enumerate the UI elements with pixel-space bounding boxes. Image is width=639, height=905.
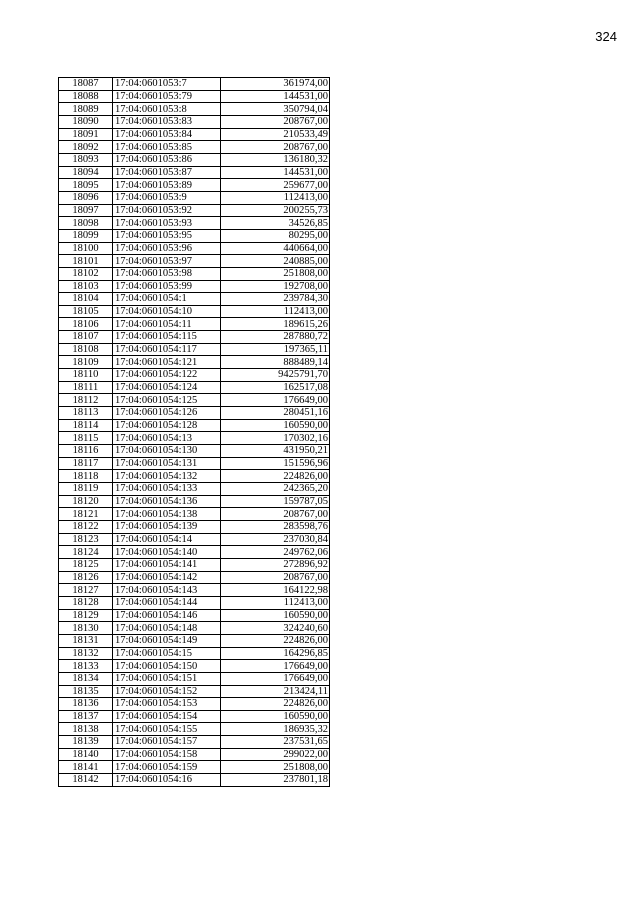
cadastral-value-cell: 176649,00 bbox=[221, 672, 330, 685]
cadastral-number-cell: 17:04:0601053:8 bbox=[113, 103, 221, 116]
cadastral-value-cell: 34526,85 bbox=[221, 217, 330, 230]
cadastral-number-cell: 17:04:0601053:87 bbox=[113, 166, 221, 179]
table-row bbox=[59, 508, 330, 521]
cadastral-value-cell: 186935,32 bbox=[221, 723, 330, 736]
row-number-cell: 18094 bbox=[59, 166, 113, 179]
row-number-cell: 18100 bbox=[59, 242, 113, 255]
table-row bbox=[59, 698, 330, 711]
cadastral-number-cell: 17:04:0601054:10 bbox=[113, 305, 221, 318]
cadastral-number-cell: 17:04:0601053:96 bbox=[113, 242, 221, 255]
cadastral-value-cell: 239784,30 bbox=[221, 293, 330, 306]
row-number-cell: 18116 bbox=[59, 445, 113, 458]
cadastral-value-cell: 151596,96 bbox=[221, 457, 330, 470]
table-body bbox=[59, 78, 330, 787]
cadastral-number-cell: 17:04:0601054:13 bbox=[113, 432, 221, 445]
cadastral-value-cell: 170302,16 bbox=[221, 432, 330, 445]
cadastral-number-cell: 17:04:0601054:133 bbox=[113, 483, 221, 496]
row-number-cell: 18093 bbox=[59, 153, 113, 166]
table-row bbox=[59, 546, 330, 559]
cadastral-value-cell: 144531,00 bbox=[221, 90, 330, 103]
cadastral-number-cell: 17:04:0601053:85 bbox=[113, 141, 221, 154]
row-number-cell: 18109 bbox=[59, 356, 113, 369]
table-row bbox=[59, 710, 330, 723]
cadastral-number-cell: 17:04:0601054:143 bbox=[113, 584, 221, 597]
table-row bbox=[59, 369, 330, 382]
table-row bbox=[59, 90, 330, 103]
table-row bbox=[59, 217, 330, 230]
row-number-cell: 18127 bbox=[59, 584, 113, 597]
cadastral-value-cell: 112413,00 bbox=[221, 305, 330, 318]
cadastral-number-cell: 17:04:0601053:95 bbox=[113, 229, 221, 242]
row-number-cell: 18097 bbox=[59, 204, 113, 217]
cadastral-value-cell: 272896,92 bbox=[221, 558, 330, 571]
row-number-cell: 18133 bbox=[59, 660, 113, 673]
row-number-cell: 18115 bbox=[59, 432, 113, 445]
row-number-cell: 18131 bbox=[59, 634, 113, 647]
row-number-cell: 18142 bbox=[59, 774, 113, 787]
table-row bbox=[59, 267, 330, 280]
table-row bbox=[59, 470, 330, 483]
table-row bbox=[59, 483, 330, 496]
cadastral-value-cell: 162517,08 bbox=[221, 381, 330, 394]
table-row bbox=[59, 204, 330, 217]
row-number-cell: 18139 bbox=[59, 736, 113, 749]
row-number-cell: 18103 bbox=[59, 280, 113, 293]
cadastral-number-cell: 17:04:0601054:159 bbox=[113, 761, 221, 774]
table-row bbox=[59, 166, 330, 179]
row-number-cell: 18089 bbox=[59, 103, 113, 116]
table-row bbox=[59, 78, 330, 91]
table-row bbox=[59, 115, 330, 128]
row-number-cell: 18117 bbox=[59, 457, 113, 470]
row-number-cell: 18088 bbox=[59, 90, 113, 103]
cadastral-number-cell: 17:04:0601054:130 bbox=[113, 445, 221, 458]
cadastral-value-cell: 208767,00 bbox=[221, 571, 330, 584]
cadastral-number-cell: 17:04:0601054:157 bbox=[113, 736, 221, 749]
table-row bbox=[59, 293, 330, 306]
row-number-cell: 18095 bbox=[59, 179, 113, 192]
table-row bbox=[59, 748, 330, 761]
row-number-cell: 18137 bbox=[59, 710, 113, 723]
cadastral-value-cell: 213424,11 bbox=[221, 685, 330, 698]
cadastral-number-cell: 17:04:0601053:92 bbox=[113, 204, 221, 217]
table-row bbox=[59, 558, 330, 571]
row-number-cell: 18130 bbox=[59, 622, 113, 635]
cadastral-value-cell: 249762,06 bbox=[221, 546, 330, 559]
row-number-cell: 18101 bbox=[59, 255, 113, 268]
table-row bbox=[59, 761, 330, 774]
cadastral-value-cell: 9425791,70 bbox=[221, 369, 330, 382]
table-row bbox=[59, 394, 330, 407]
cadastral-number-cell: 17:04:0601054:142 bbox=[113, 571, 221, 584]
table-row bbox=[59, 774, 330, 787]
cadastral-number-cell: 17:04:0601054:149 bbox=[113, 634, 221, 647]
cadastral-value-cell: 259677,00 bbox=[221, 179, 330, 192]
cadastral-number-cell: 17:04:0601054:136 bbox=[113, 495, 221, 508]
row-number-cell: 18113 bbox=[59, 407, 113, 420]
row-number-cell: 18126 bbox=[59, 571, 113, 584]
cadastral-number-cell: 17:04:0601054:151 bbox=[113, 672, 221, 685]
row-number-cell: 18140 bbox=[59, 748, 113, 761]
cadastral-number-cell: 17:04:0601054:139 bbox=[113, 520, 221, 533]
row-number-cell: 18098 bbox=[59, 217, 113, 230]
cadastral-number-cell: 17:04:0601053:84 bbox=[113, 128, 221, 141]
cadastral-number-cell: 17:04:0601053:99 bbox=[113, 280, 221, 293]
cadastral-value-table bbox=[58, 77, 330, 787]
cadastral-value-cell: 299022,00 bbox=[221, 748, 330, 761]
cadastral-value-cell: 112413,00 bbox=[221, 596, 330, 609]
table-row bbox=[59, 609, 330, 622]
cadastral-value-cell: 197365,11 bbox=[221, 343, 330, 356]
cadastral-number-cell: 17:04:0601053:93 bbox=[113, 217, 221, 230]
cadastral-number-cell: 17:04:0601054:153 bbox=[113, 698, 221, 711]
cadastral-value-cell: 251808,00 bbox=[221, 267, 330, 280]
table-row bbox=[59, 343, 330, 356]
cadastral-value-cell: 240885,00 bbox=[221, 255, 330, 268]
cadastral-number-cell: 17:04:0601054:117 bbox=[113, 343, 221, 356]
cadastral-value-cell: 361974,00 bbox=[221, 78, 330, 91]
cadastral-number-cell: 17:04:0601053:79 bbox=[113, 90, 221, 103]
cadastral-number-cell: 17:04:0601054:140 bbox=[113, 546, 221, 559]
cadastral-number-cell: 17:04:0601053:7 bbox=[113, 78, 221, 91]
cadastral-value-cell: 208767,00 bbox=[221, 115, 330, 128]
cadastral-number-cell: 17:04:0601053:89 bbox=[113, 179, 221, 192]
cadastral-value-cell: 80295,00 bbox=[221, 229, 330, 242]
cadastral-number-cell: 17:04:0601054:155 bbox=[113, 723, 221, 736]
cadastral-value-cell: 176649,00 bbox=[221, 660, 330, 673]
row-number-cell: 18138 bbox=[59, 723, 113, 736]
cadastral-number-cell: 17:04:0601053:97 bbox=[113, 255, 221, 268]
table-row bbox=[59, 128, 330, 141]
cadastral-value-cell: 164122,98 bbox=[221, 584, 330, 597]
table-row bbox=[59, 407, 330, 420]
table-row bbox=[59, 242, 330, 255]
row-number-cell: 18128 bbox=[59, 596, 113, 609]
row-number-cell: 18134 bbox=[59, 672, 113, 685]
cadastral-value-cell: 176649,00 bbox=[221, 394, 330, 407]
row-number-cell: 18123 bbox=[59, 533, 113, 546]
cadastral-number-cell: 17:04:0601054:128 bbox=[113, 419, 221, 432]
cadastral-value-cell: 136180,32 bbox=[221, 153, 330, 166]
cadastral-number-cell: 17:04:0601054:131 bbox=[113, 457, 221, 470]
row-number-cell: 18092 bbox=[59, 141, 113, 154]
table-row bbox=[59, 495, 330, 508]
cadastral-value-cell: 224826,00 bbox=[221, 470, 330, 483]
table-row bbox=[59, 571, 330, 584]
cadastral-value-cell: 208767,00 bbox=[221, 508, 330, 521]
cadastral-number-cell: 17:04:0601053:86 bbox=[113, 153, 221, 166]
cadastral-number-cell: 17:04:0601054:138 bbox=[113, 508, 221, 521]
cadastral-number-cell: 17:04:0601054:146 bbox=[113, 609, 221, 622]
row-number-cell: 18112 bbox=[59, 394, 113, 407]
row-number-cell: 18132 bbox=[59, 647, 113, 660]
cadastral-value-cell: 237030,84 bbox=[221, 533, 330, 546]
table-row bbox=[59, 672, 330, 685]
cadastral-number-cell: 17:04:0601054:124 bbox=[113, 381, 221, 394]
table-row bbox=[59, 584, 330, 597]
table-row bbox=[59, 520, 330, 533]
cadastral-number-cell: 17:04:0601054:11 bbox=[113, 318, 221, 331]
cadastral-value-cell: 164296,85 bbox=[221, 647, 330, 660]
table-row bbox=[59, 191, 330, 204]
table-row bbox=[59, 419, 330, 432]
row-number-cell: 18118 bbox=[59, 470, 113, 483]
table-row bbox=[59, 255, 330, 268]
cadastral-number-cell: 17:04:0601054:15 bbox=[113, 647, 221, 660]
row-number-cell: 18111 bbox=[59, 381, 113, 394]
cadastral-number-cell: 17:04:0601054:1 bbox=[113, 293, 221, 306]
cadastral-number-cell: 17:04:0601054:115 bbox=[113, 331, 221, 344]
row-number-cell: 18104 bbox=[59, 293, 113, 306]
cadastral-value-cell: 192708,00 bbox=[221, 280, 330, 293]
cadastral-value-cell: 283598,76 bbox=[221, 520, 330, 533]
table-row bbox=[59, 381, 330, 394]
row-number-cell: 18087 bbox=[59, 78, 113, 91]
row-number-cell: 18129 bbox=[59, 609, 113, 622]
cadastral-number-cell: 17:04:0601054:14 bbox=[113, 533, 221, 546]
row-number-cell: 18114 bbox=[59, 419, 113, 432]
row-number-cell: 18090 bbox=[59, 115, 113, 128]
cadastral-value-cell: 208767,00 bbox=[221, 141, 330, 154]
table-row bbox=[59, 179, 330, 192]
cadastral-value-cell: 242365,20 bbox=[221, 483, 330, 496]
table-row bbox=[59, 457, 330, 470]
table-row bbox=[59, 229, 330, 242]
table-row bbox=[59, 736, 330, 749]
cadastral-value-cell: 160590,00 bbox=[221, 419, 330, 432]
table-row bbox=[59, 622, 330, 635]
cadastral-value-cell: 224826,00 bbox=[221, 698, 330, 711]
cadastral-number-cell: 17:04:0601054:152 bbox=[113, 685, 221, 698]
table-row bbox=[59, 356, 330, 369]
cadastral-value-cell: 280451,16 bbox=[221, 407, 330, 420]
table-row bbox=[59, 634, 330, 647]
cadastral-number-cell: 17:04:0601054:16 bbox=[113, 774, 221, 787]
cadastral-number-cell: 17:04:0601054:122 bbox=[113, 369, 221, 382]
table-row bbox=[59, 533, 330, 546]
row-number-cell: 18120 bbox=[59, 495, 113, 508]
cadastral-number-cell: 17:04:0601054:132 bbox=[113, 470, 221, 483]
cadastral-value-cell: 112413,00 bbox=[221, 191, 330, 204]
row-number-cell: 18136 bbox=[59, 698, 113, 711]
table-row bbox=[59, 596, 330, 609]
page-number: 324 bbox=[595, 29, 617, 44]
table-row bbox=[59, 723, 330, 736]
cadastral-value-cell: 210533,49 bbox=[221, 128, 330, 141]
cadastral-value-cell: 159787,05 bbox=[221, 495, 330, 508]
cadastral-value-cell: 189615,26 bbox=[221, 318, 330, 331]
row-number-cell: 18106 bbox=[59, 318, 113, 331]
row-number-cell: 18099 bbox=[59, 229, 113, 242]
cadastral-value-cell: 160590,00 bbox=[221, 710, 330, 723]
cadastral-value-cell: 324240,60 bbox=[221, 622, 330, 635]
row-number-cell: 18096 bbox=[59, 191, 113, 204]
cadastral-value-cell: 224826,00 bbox=[221, 634, 330, 647]
row-number-cell: 18107 bbox=[59, 331, 113, 344]
row-number-cell: 18105 bbox=[59, 305, 113, 318]
row-number-cell: 18141 bbox=[59, 761, 113, 774]
row-number-cell: 18125 bbox=[59, 558, 113, 571]
cadastral-value-cell: 237531,65 bbox=[221, 736, 330, 749]
table-row bbox=[59, 331, 330, 344]
table-row bbox=[59, 685, 330, 698]
row-number-cell: 18124 bbox=[59, 546, 113, 559]
table-row bbox=[59, 103, 330, 116]
cadastral-value-cell: 431950,21 bbox=[221, 445, 330, 458]
row-number-cell: 18121 bbox=[59, 508, 113, 521]
cadastral-value-cell: 888489,14 bbox=[221, 356, 330, 369]
cadastral-number-cell: 17:04:0601054:154 bbox=[113, 710, 221, 723]
table-row bbox=[59, 153, 330, 166]
cadastral-number-cell: 17:04:0601054:144 bbox=[113, 596, 221, 609]
cadastral-number-cell: 17:04:0601054:121 bbox=[113, 356, 221, 369]
row-number-cell: 18091 bbox=[59, 128, 113, 141]
table-row bbox=[59, 660, 330, 673]
table-row bbox=[59, 432, 330, 445]
cadastral-number-cell: 17:04:0601054:158 bbox=[113, 748, 221, 761]
cadastral-value-cell: 440664,00 bbox=[221, 242, 330, 255]
table-row bbox=[59, 280, 330, 293]
cadastral-number-cell: 17:04:0601053:83 bbox=[113, 115, 221, 128]
row-number-cell: 18108 bbox=[59, 343, 113, 356]
row-number-cell: 18135 bbox=[59, 685, 113, 698]
table-row bbox=[59, 305, 330, 318]
row-number-cell: 18122 bbox=[59, 520, 113, 533]
row-number-cell: 18110 bbox=[59, 369, 113, 382]
cadastral-value-cell: 144531,00 bbox=[221, 166, 330, 179]
cadastral-number-cell: 17:04:0601054:148 bbox=[113, 622, 221, 635]
cadastral-number-cell: 17:04:0601054:125 bbox=[113, 394, 221, 407]
cadastral-number-cell: 17:04:0601054:150 bbox=[113, 660, 221, 673]
cadastral-number-cell: 17:04:0601053:9 bbox=[113, 191, 221, 204]
cadastral-value-cell: 200255,73 bbox=[221, 204, 330, 217]
row-number-cell: 18119 bbox=[59, 483, 113, 496]
cadastral-number-cell: 17:04:0601053:98 bbox=[113, 267, 221, 280]
cadastral-value-cell: 251808,00 bbox=[221, 761, 330, 774]
table-row bbox=[59, 647, 330, 660]
row-number-cell: 18102 bbox=[59, 267, 113, 280]
cadastral-value-cell: 287880,72 bbox=[221, 331, 330, 344]
table-row bbox=[59, 445, 330, 458]
table-row bbox=[59, 141, 330, 154]
table-row bbox=[59, 318, 330, 331]
cadastral-value-cell: 160590,00 bbox=[221, 609, 330, 622]
cadastral-value-cell: 237801,18 bbox=[221, 774, 330, 787]
cadastral-number-cell: 17:04:0601054:126 bbox=[113, 407, 221, 420]
cadastral-number-cell: 17:04:0601054:141 bbox=[113, 558, 221, 571]
cadastral-value-cell: 350794,04 bbox=[221, 103, 330, 116]
